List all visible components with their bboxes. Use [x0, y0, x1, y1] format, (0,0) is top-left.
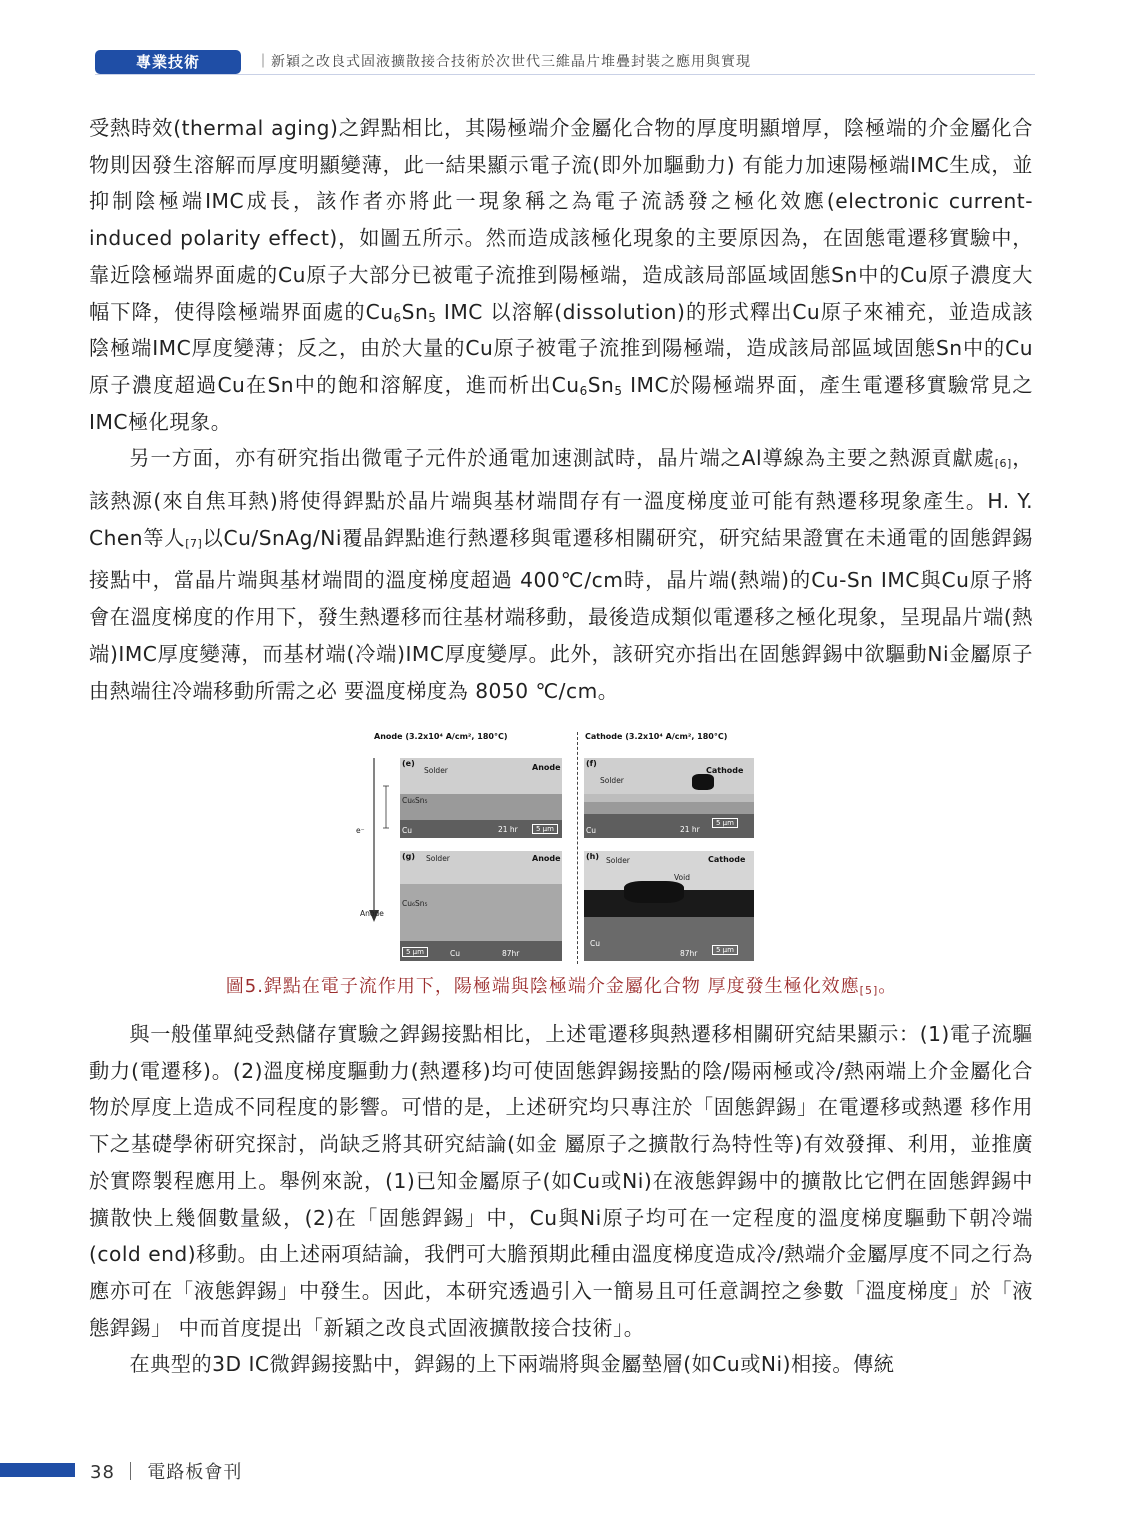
panel-e-label: (e): [402, 759, 415, 768]
footer: [90, 1458, 242, 1484]
paragraph-3: 與一般僅單純受熱儲存實驗之銲錫接點相比，上述電遷移與熱遷移相關研究結果顯示：(1)電子流驅動力(電遷移)。(2)溫度梯度驅動力(熱遷移)均可使固態銲錫接點的陰/陽兩極或冷/熱兩端上介金屬化合物於厚度上造成不同程度的影響。可惜的是，上述研究均只專注於「固態銲錫」在電遷移或熱遷 移作用下之基礎學術研究探討，尚缺乏將其研究結論(如金 屬原子之擴散行為特性等)有效發揮、利用，並推廣於實際製程應用上。舉例來說，(1)已知金屬原子(如Cu或Ni)在液態銲錫中的擴散比它們在固態銲錫中擴散快上幾個數量級，(2)在「固態銲錫」中，Cu與Ni原子均可在一定程度的溫度梯度驅動下朝冷端(cold end)移動。由上述兩項結論，我們可大膽預期此種由溫度梯度造成冷/熱端介金屬厚度不同之行為應亦可在「液態銲錫」中發生。因此，本研究透過引入一簡易且可任意調控之參數「溫度梯度」於「液態銲錫」 中而首度提出「新穎之改良式固液擴散接合技術」。: [89, 1022, 1033, 1340]
running-title: ｜新穎之改良式固液擴散接合技術於次世代三維晶片堆疊封裝之應用與實現: [256, 54, 751, 70]
panel-f-cu: Cu: [586, 826, 596, 835]
footer-bar: [0, 1463, 75, 1477]
electron-label: e⁻: [356, 826, 365, 835]
article-body-top: [89, 110, 1033, 709]
citation-6: [6]: [994, 457, 1012, 471]
article-body-bottom: [89, 1016, 1033, 1383]
panel-g-imc: Cu₆Sn₅: [402, 899, 428, 908]
p2-text-c: 以Cu/SnAg/Ni覆晶銲點進行熱遷移與電遷移相關研究，研究結果證實在未通電的固態銲錫接點中，當晶片端與基材端間的溫度梯度超過 400℃/cm時，晶片端(熱端)的Cu-Sn IMC與Cu原子將會在溫度梯度的作用下，發生熱遷移而往基材端移動，最後造成類似電遷移之極化現象，呈現晶片端(熱端)IMC厚度變薄，而基材端(冷端)IMC厚度變厚。此外，該研究亦指出在固態銲錫中欲驅動Ni金屬原子由熱端往冷端移動所需之必 要溫度梯度為 8050 ℃/cm。: [89, 525, 1033, 703]
citation-7: [7]: [185, 536, 203, 550]
panel-e-solder: Solder: [424, 766, 448, 775]
panel-e-cu: Cu: [402, 826, 412, 835]
panel-e-anode: Anode: [532, 763, 561, 772]
paragraph-4: 在典型的3D IC微銲錫接點中，銲錫的上下兩端將與金屬墊層(如Cu或Ni)相接。傳統: [129, 1352, 895, 1377]
caption-end: 。: [878, 976, 898, 997]
panel-e-time: 21 hr: [498, 825, 518, 834]
p1-text-b: Sn: [401, 299, 429, 324]
panel-g-cu: Cu: [450, 949, 460, 958]
panel-g-label: (g): [402, 852, 416, 861]
p1-text-d: Sn: [587, 372, 615, 397]
panel-g-micrograph: [400, 851, 562, 961]
panel-h-micrograph: [584, 851, 754, 961]
panel-h-void: Void: [674, 873, 690, 882]
header-rule: [95, 74, 1035, 75]
panel-h-label: (h): [586, 852, 600, 861]
panel-h-cu: Cu: [590, 939, 600, 948]
figure-caption: [0, 972, 1123, 998]
caption-text: 圖5.銲點在電子流作用下，陽極端與陰極端介金屬化合物 厚度發生極化效應: [225, 976, 860, 997]
section-badge: 專業技術: [95, 50, 241, 74]
electron-flow-arrow: [366, 758, 396, 928]
figure-cathode-header: Cathode (3.2x10⁴ A/cm², 180°C): [585, 732, 728, 741]
panel-h-time: 87hr: [680, 949, 698, 958]
figure-divider: [577, 732, 578, 964]
panel-f-solder: Solder: [600, 776, 624, 785]
panel-e-scale: 5 µm: [532, 824, 558, 834]
panel-e-micrograph: [400, 758, 562, 838]
paragraph-2: [89, 440, 1033, 709]
p1-sub-2: 5: [428, 310, 437, 325]
p2-text-a: 另一方面，亦有研究指出微電子元件於通電加速測試時，晶片端之Al導線為主要之熱源貢獻處: [129, 446, 995, 471]
paragraph-1: [89, 110, 1033, 440]
panel-f-cathode: Cathode: [706, 766, 744, 775]
panel-f-label: (f): [586, 759, 597, 768]
p1-sub-4: 5: [614, 383, 623, 398]
panel-f-micrograph: [584, 758, 754, 838]
panel-g-anode: Anode: [532, 854, 561, 863]
journal-name: 電路板會刊: [147, 1462, 243, 1483]
panel-e-imc: Cu₆Sn₅: [402, 796, 428, 805]
p1-text-e: IMC於陽極端界面，產生電遷移實驗常見之IMC極化現象。: [89, 372, 1033, 434]
panel-g-solder: Solder: [426, 854, 450, 863]
panel-f-scale: 5 µm: [712, 818, 738, 828]
panel-h-scale: 5 µm: [712, 945, 738, 955]
caption-citation: [5]: [859, 984, 879, 997]
p1-text-a: 受熱時效(thermal aging)之銲點相比，其陽極端介金屬化合物的厚度明顯增厚，陰極端的介金屬化合物則因發生溶解而厚度明顯變薄，此一結果顯示電子流(即外加驅動力) 有能力加速陽極端IMC生成，並抑制陰極端IMC成長，該作者亦將此一現象稱之為電子流誘發之極化效應(electronic current-induced polarity effect)，如圖五所示。然而造成該極化現象的主要原因為，在固態電遷移實驗中，靠近陰極端界面處的Cu原子大部分已被電子流推到陽極端，造成該局部區域固態Sn中的Cu原子濃度大幅下降，使得陰極端界面處的Cu: [89, 116, 1033, 324]
p1-sub-3: 6: [579, 383, 588, 398]
p2-text-b: ，該熱源(來自焦耳熱)將使得銲點於晶片端與基材端間存有一溫度梯度並可能有熱遷移現象產生。H. Y. Chen等人: [89, 446, 1033, 550]
left-anode-label: Anode: [360, 909, 384, 918]
panel-g-time: 87hr: [502, 949, 520, 958]
p1-sub-1: 6: [393, 310, 402, 325]
page-header: [0, 48, 1123, 78]
p1-text-c: IMC 以溶解(dissolution)的形式釋出Cu原子來補充，並造成該陰極端IMC厚度變薄；反之，由於大量的Cu原子被電子流推到陽極端，造成該局部區域固態Sn中的Cu原子濃度超過Cu在Sn中的飽和溶解度，進而析出Cu: [89, 299, 1034, 397]
figure-5: [352, 728, 772, 966]
footer-separator: ｜: [121, 1462, 141, 1483]
page-number: 38: [90, 1462, 115, 1483]
panel-g-scale: 5 µm: [402, 947, 428, 957]
panel-f-time: 21 hr: [680, 825, 700, 834]
figure-anode-header: Anode (3.2x10⁴ A/cm², 180°C): [374, 732, 508, 741]
panel-h-cathode: Cathode: [708, 855, 746, 864]
panel-h-solder: Solder: [606, 856, 630, 865]
